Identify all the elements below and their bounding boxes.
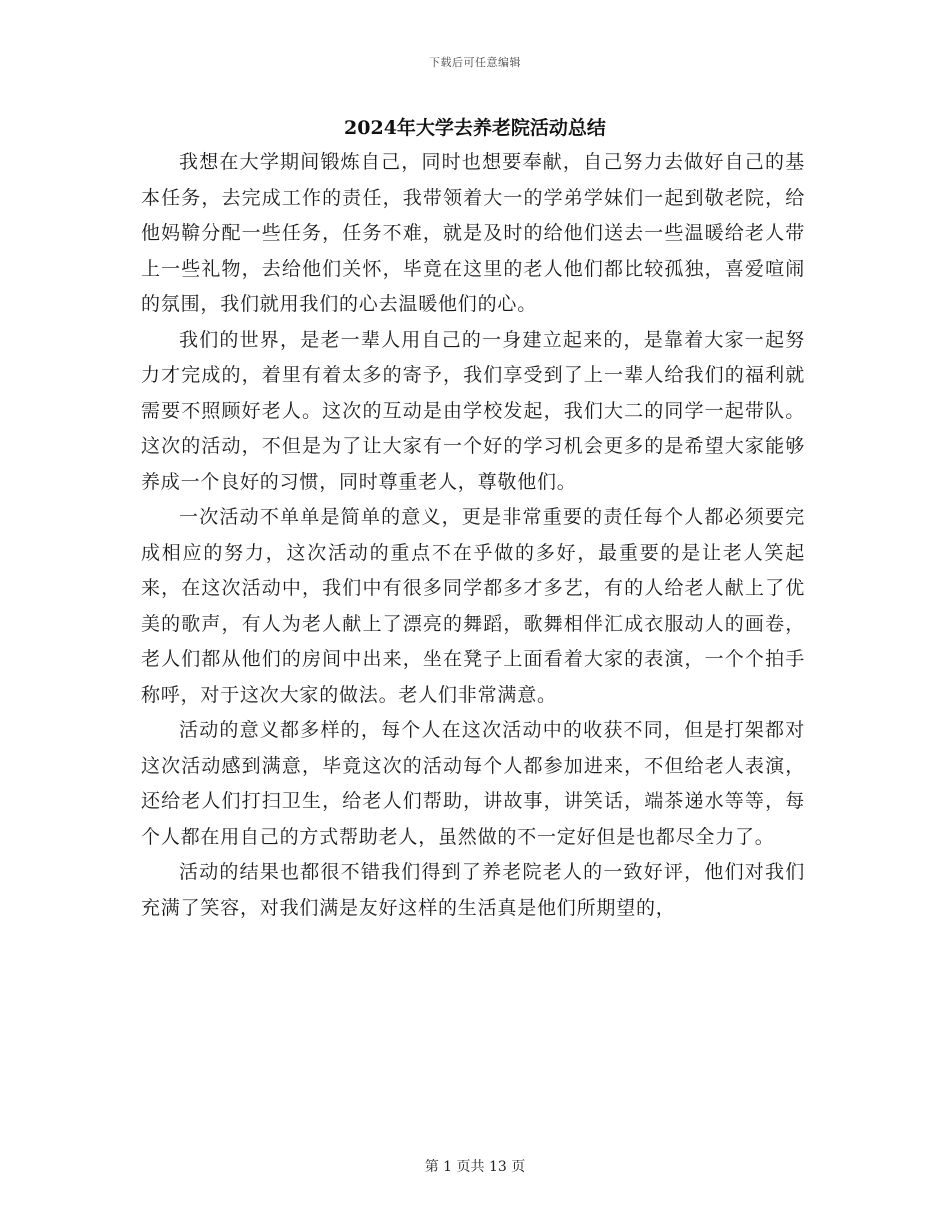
document-body bbox=[141, 145, 805, 926]
paragraph-3: 一次活动不单单是简单的意义，更是非常重要的责任每个人都必须要完成相应的努力，这次活动的重点不在乎做的多好，最重要的是让老人笑起来，在这次活动中，我们中有很多同学都多才多艺，有的人给老人献上了优美的歌声，有人为老人献上了漂亮的舞蹈，歌舞相伴汇成衣服动人的画卷，老人们都从他们的房间中出来，坐在凳子上面看着大家的表演，一个个拍手称呼，对于这次大家的做法。老人们非常满意。 bbox=[141, 506, 805, 706]
paragraph-5: 活动的结果也都很不错我们得到了养老院老人的一致好评，他们对我们充满了笑容，对我们满是友好这样的生活真是他们所期望的， bbox=[141, 861, 805, 919]
paragraph-2: 我们的世界，是老一辈人用自己的一身建立起来的，是靠着大家一起努力才完成的，着里有着太多的寄予，我们享受到了上一辈人给我们的福利就需要不照顾好老人。这次的互动是由学校发起，我们大二的同学一起带队。这次的活动，不但是为了让大家有一个好的学习机会更多的是希望大家能够养成一个良好的习惯，同时尊重老人，尊敬他们。 bbox=[141, 328, 805, 493]
paragraph-1: 我想在大学期间锻炼自己，同时也想要奉献，自己努力去做好自己的基本任务，去完成工作的责任，我带领着大一的学弟学妹们一起到敬老院，给他妈鞥分配一些任务，任务不难，就是及时的给他们送去一些温暖给老人带上一些礼物，去给他们关怀，毕竟在这里的老人他们都比较孤独，喜爱喧闹的氛围，我们就用我们的心去温暖他们的心。 bbox=[141, 151, 805, 315]
document-title: 2024年大学去养老院活动总结 bbox=[344, 117, 606, 139]
page-number: 第 1 页共 13 页 bbox=[424, 1159, 526, 1175]
paragraph-4: 活动的意义都多样的，每个人在这次活动中的收获不同，但是打架都对这次活动感到满意，毕竟这次的活动每个人都参加进来，不但给老人表演，还给老人们打扫卫生，给老人们帮助，讲故事，讲笑话，端茶递水等等，每个人都在用自己的方式帮助老人，虽然做的不一定好但是也都尽全力了。 bbox=[141, 719, 805, 848]
page-header-note: 下载后可任意编辑 bbox=[429, 56, 521, 69]
